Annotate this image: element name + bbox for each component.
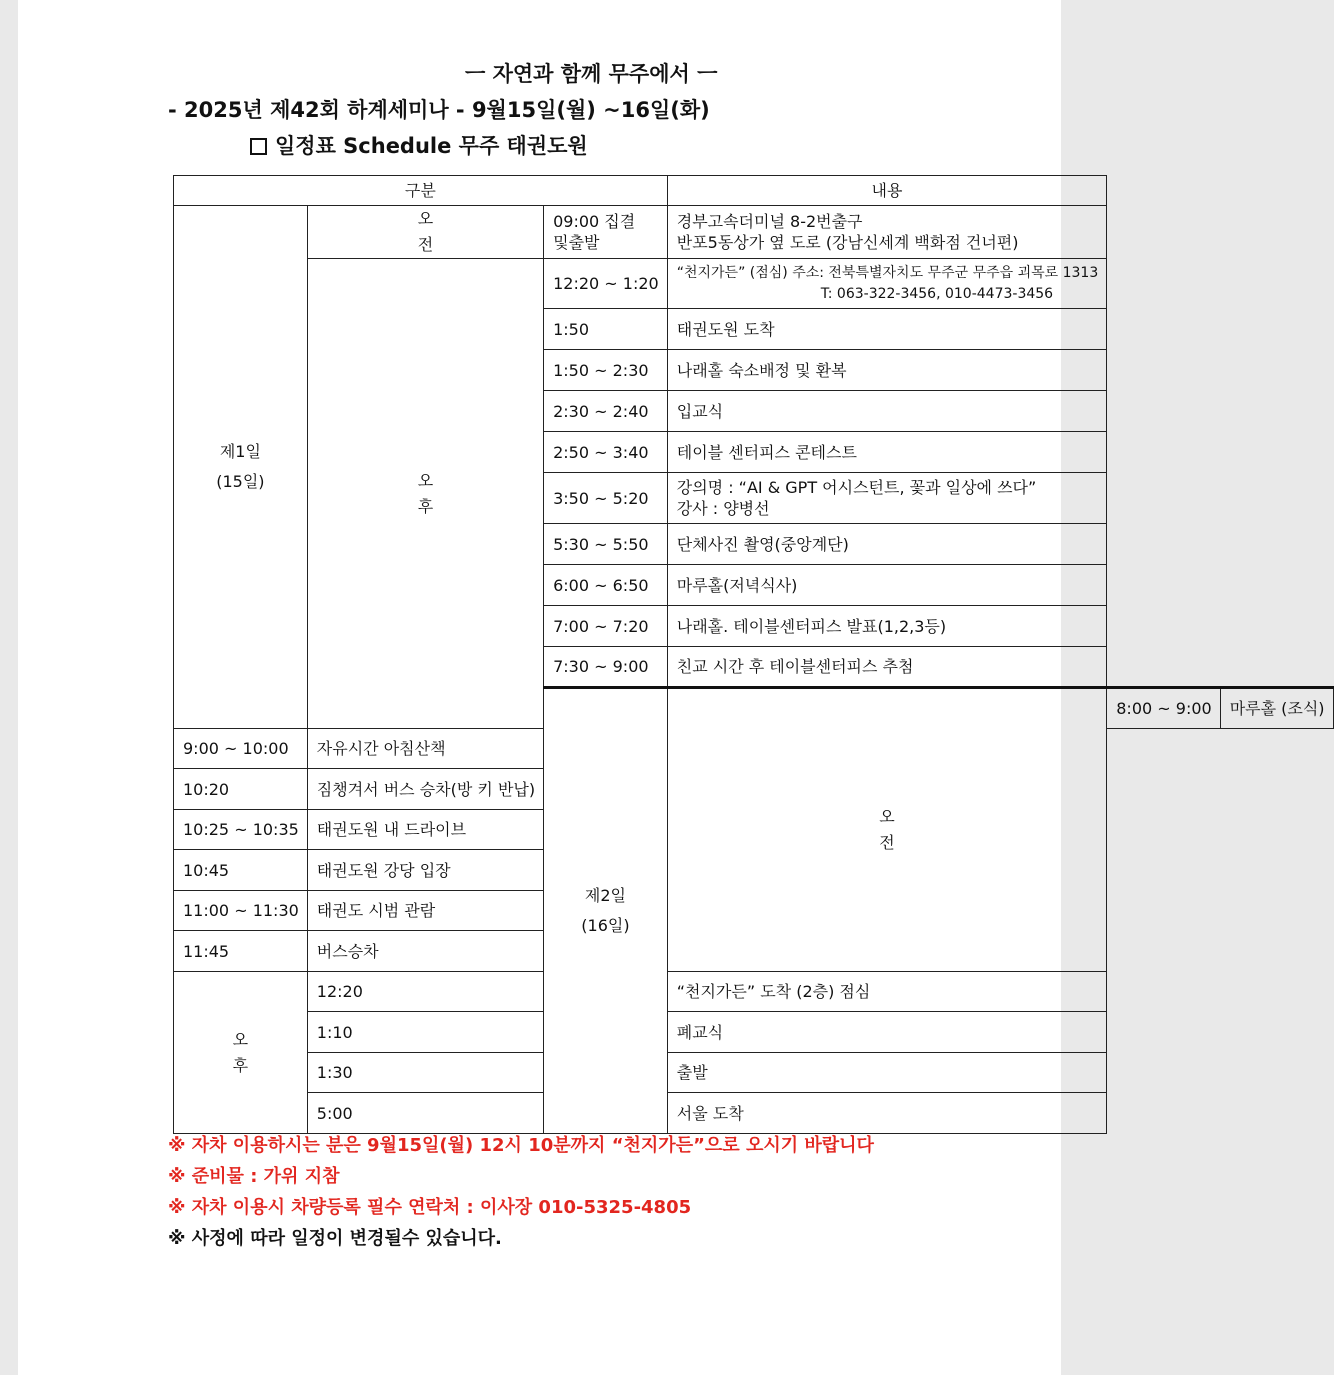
note-arrival: ※ 자차 이용하시는 분은 9월15일(월) 12시 10분까지 “천지가든”으로 오시기 바랍니다 [168,1135,874,1156]
seminar-title: - 2025년 제42회 하계세미나 - 9월15일(월) ~16일(화) [168,98,710,122]
day2-cell [544,688,668,1134]
time-cell: 3:50 ~ 5:20 [544,473,668,524]
header-category: 구분 [174,176,668,206]
schedule-table [173,175,1334,1134]
desc-cell: 짐챙겨서 버스 승차(방 키 반납) [307,769,543,810]
lunch-desc-line1: “천지가든” (점심) 주소: 전북특별자치도 무주군 무주읍 괴목로 1313 [676,264,1099,281]
desc-cell: 출발 [667,1053,1107,1093]
time-cell: 1:50 ~ 2:30 [544,350,668,391]
notes-block [168,1130,874,1254]
time-cell: 5:30 ~ 5:50 [544,524,668,565]
desc-cell: 버스승차 [307,931,543,972]
lecture-instructor: 강사 : 양병선 [676,499,770,518]
desc-cell: 마루홀 (조식) [1220,688,1333,729]
lunch-desc-line2: T: 063-322-3456, 010-4473-3456 [820,285,1054,302]
gather-time-line2: 및출발 [553,233,600,252]
lecture-title: 강의명 : “AI & GPT 어시스턴트, 꽃과 일상에 쓰다” [676,478,1037,497]
desc-cell: 나래홀. 테이블센터피스 발표(1,2,3등) [667,606,1107,647]
day1-label: 제1일 [219,442,261,461]
time-cell: 12:20 [307,972,543,1012]
desc-cell: 서울 도착 [667,1093,1107,1134]
schedule-heading [250,130,588,160]
day2-pm-label: 오 후 [174,972,308,1134]
desc-cell: 마루홀(저녁식사) [667,565,1107,606]
gather-desc-line1: 경부고속더미널 8-2번출구 [676,212,863,231]
day1-am-label: 오 전 [307,206,543,259]
header-content: 내용 [667,176,1107,206]
time-cell: 7:30 ~ 9:00 [544,647,668,688]
desc-cell: 태권도원 내 드라이브 [307,810,543,850]
desc-cell [667,473,1107,524]
table-row [174,972,1334,1012]
desc-cell: 태권도 시범 관람 [307,891,543,931]
subtitle-nature: ㅡ 자연과 함께 무주에서 ㅡ [465,62,718,86]
table-row [174,259,1334,309]
time-cell: 1:50 [544,309,668,350]
day2-label: 제2일 [584,886,626,905]
desc-cell [667,259,1107,309]
desc-cell: 태권도원 강당 입장 [307,850,543,891]
desc-cell: 단체사진 촬영(중앙계단) [667,524,1107,565]
time-cell: 9:00 ~ 10:00 [174,729,308,769]
checkbox-square-icon [250,138,267,155]
day2-am-label: 오 전 [667,688,1107,972]
time-cell: 7:00 ~ 7:20 [544,606,668,647]
desc-cell: 친교 시간 후 테이블센터피스 추첨 [667,647,1107,688]
time-cell: 5:00 [307,1093,543,1134]
day1-sublabel: (15일) [216,472,265,491]
table-row [174,1093,1334,1134]
document-page [18,0,1325,1375]
time-cell [544,206,668,259]
desc-cell: 입교식 [667,391,1107,432]
table-row [174,1053,1334,1093]
time-cell: 1:10 [307,1012,543,1053]
time-cell: 10:45 [174,850,308,891]
desc-cell: 테이블 센터피스 콘테스트 [667,432,1107,473]
desc-cell: 폐교식 [667,1012,1107,1053]
schedule-heading-text: 일정표 Schedule 무주 태권도원 [275,134,588,158]
desc-cell: “천지가든” 도착 (2층) 점심 [667,972,1107,1012]
time-cell: 2:50 ~ 3:40 [544,432,668,473]
table-row [174,206,1334,259]
time-cell: 1:30 [307,1053,543,1093]
time-cell: 10:25 ~ 10:35 [174,810,308,850]
time-cell: 10:20 [174,769,308,810]
time-cell: 11:45 [174,931,308,972]
table-row [174,1012,1334,1053]
time-cell: 12:20 ~ 1:20 [544,259,668,309]
desc-cell: 자유시간 아침산책 [307,729,543,769]
time-cell: 8:00 ~ 9:00 [1107,688,1220,729]
time-cell: 6:00 ~ 6:50 [544,565,668,606]
desc-cell: 나래홀 숙소배정 및 환복 [667,350,1107,391]
table-header-row [174,176,1334,206]
day1-pm-label: 오 후 [307,259,543,729]
time-cell: 2:30 ~ 2:40 [544,391,668,432]
day1-cell [174,206,308,729]
desc-cell [667,206,1107,259]
note-change: ※ 사정에 따라 일정이 변경될수 있습니다. [168,1228,502,1249]
time-cell: 11:00 ~ 11:30 [174,891,308,931]
day2-sublabel: (16일) [581,916,630,935]
note-supplies: ※ 준비물 : 가위 지참 [168,1166,340,1187]
note-contact: ※ 자차 이용시 차량등록 필수 연락처 : 이사장 010-5325-4805 [168,1197,692,1218]
gather-desc-line2: 반포5동상가 옆 도로 (강남신세계 백화점 건너편) [676,233,1019,252]
gather-time-line1: 09:00 집결 [553,212,636,231]
desc-cell: 태권도원 도착 [667,309,1107,350]
